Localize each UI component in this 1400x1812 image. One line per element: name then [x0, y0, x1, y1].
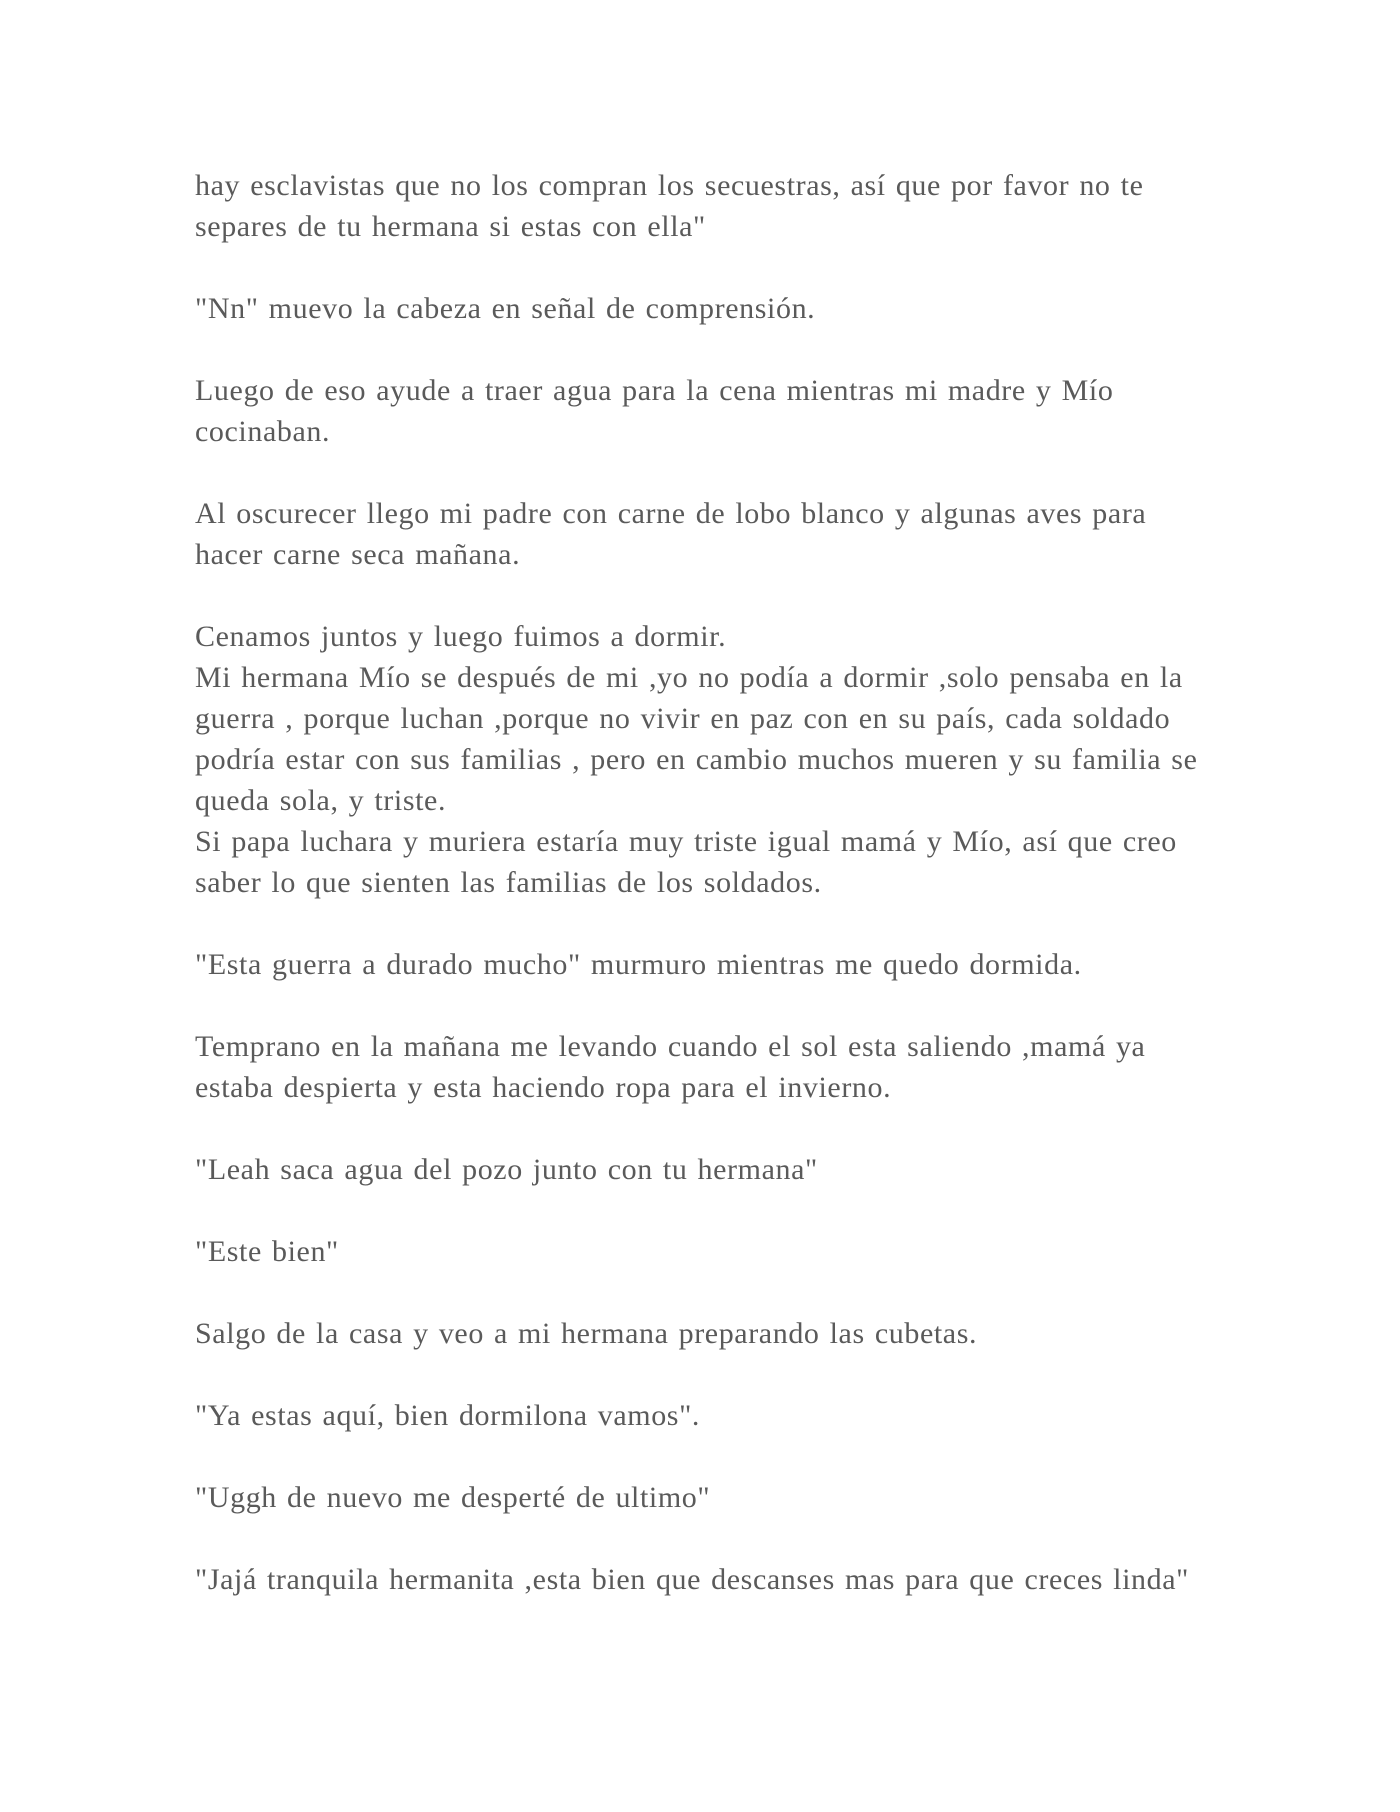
paragraph: Cenamos juntos y luego fuimos a dormir. [195, 620, 727, 653]
paragraph: "Ya estas aquí, bien dormilona vamos". [195, 1399, 701, 1432]
paragraph: "Leah saca agua del pozo junto con tu hermana" [195, 1153, 818, 1186]
paragraph: "Esta guerra a durado mucho" murmuro mientras me quedo dormida. [195, 948, 1082, 981]
paragraph: "Jajá tranquila hermanita ,esta bien que descanses mas para que creces linda" [195, 1563, 1189, 1596]
paragraph: "Este bien" [195, 1235, 339, 1268]
paragraph: "Nn" muevo la cabeza en señal de comprensión. [195, 292, 816, 325]
paragraph: Salgo de la casa y veo a mi hermana preparando las cubetas. [195, 1317, 978, 1350]
paragraph: Mi hermana Mío se después de mi ,yo no podía a dormir ,solo pensaba en la guerra , porque luchan ,porque no vivir en paz con en su país, cada soldado podría estar con sus familias , pero en cambio muchos mueren y su familia se queda sola, y triste. [195, 661, 1198, 817]
document-body [195, 165, 1215, 1641]
paragraph: Al oscurecer llego mi padre con carne de lobo blanco y algunas aves para hacer carne seca mañana. [195, 497, 1147, 571]
paragraph: Si papa luchara y muriera estaría muy triste igual mamá y Mío, así que creo saber lo que sienten las familias de los soldados. [195, 825, 1177, 899]
paragraph: Temprano en la mañana me levando cuando el sol esta saliendo ,mamá ya estaba despierta y esta haciendo ropa para el invierno. [195, 1030, 1146, 1104]
paragraph: Luego de eso ayude a traer agua para la cena mientras mi madre y Mío cocinaban. [195, 374, 1114, 448]
paragraph: "Uggh de nuevo me desperté de ultimo" [195, 1481, 711, 1514]
paragraph: hay esclavistas que no los compran los secuestras, así que por favor no te separes de tu hermana si estas con ella" [195, 169, 1144, 243]
